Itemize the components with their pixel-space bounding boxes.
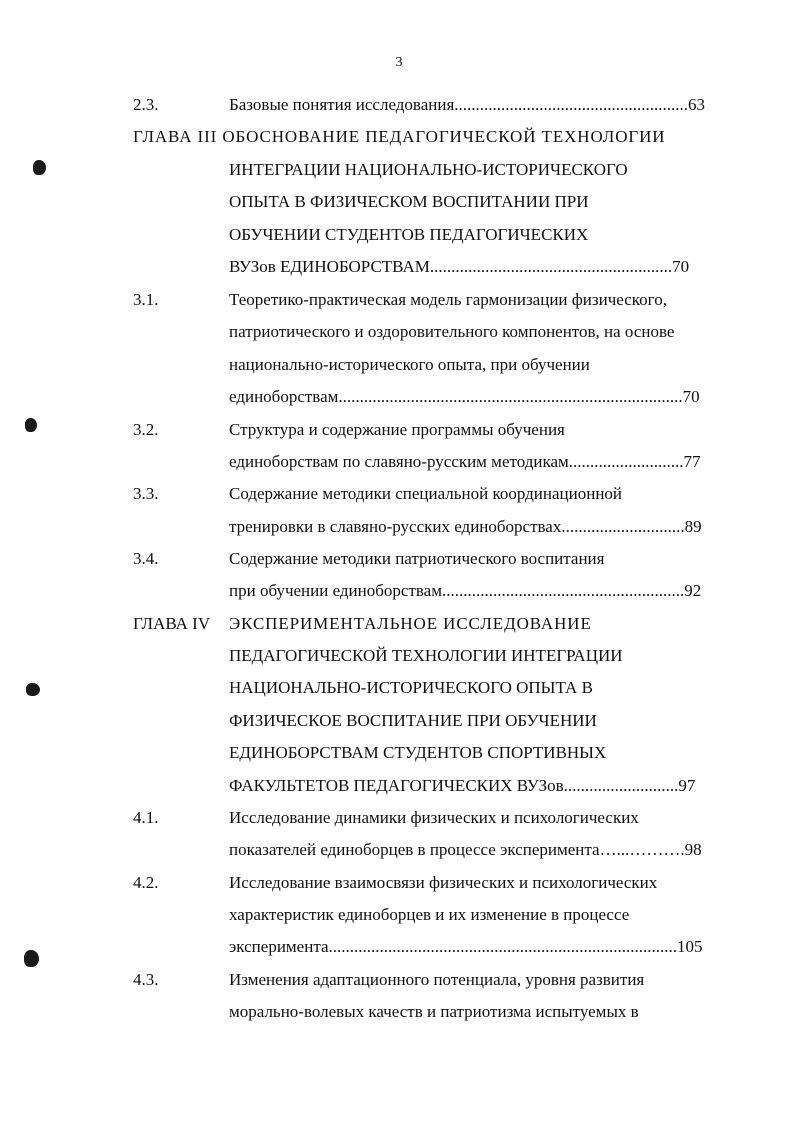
toc-entry: Исследование взаимосвязи физических и психологических: [229, 873, 658, 892]
toc-entry: единоборствам по славяно-русским методикам...........................77: [229, 452, 701, 471]
toc-number: 4.1.: [133, 808, 159, 827]
chapter-heading-line: ФИЗИЧЕСКОЕ ВОСПИТАНИЕ ПРИ ОБУЧЕНИИ: [229, 711, 597, 730]
scan-blot: [24, 950, 39, 967]
toc-entry: характеристик единоборцев и их изменение в процессе: [229, 905, 630, 924]
chapter-heading-line: ОПЫТА В ФИЗИЧЕСКОМ ВОСПИТАНИИ ПРИ: [229, 192, 589, 211]
toc-number: 4.2.: [133, 873, 159, 892]
toc-entry: Структура и содержание программы обучения: [229, 420, 565, 439]
toc-number: 3.2.: [133, 420, 159, 439]
scan-blot: [33, 160, 46, 175]
toc-entry: Содержание методики специальной координационной: [229, 484, 623, 503]
chapter-heading-line: ВУЗов ЕДИНОБОРСТВАМ.........................................................70: [229, 257, 690, 276]
toc-entry: национально-исторического опыта, при обучении: [229, 355, 590, 374]
toc-number: 2.3.: [133, 95, 159, 114]
chapter-heading-line: ЭКСПЕРИМЕНТАЛЬНОЕ ИССЛЕДОВАНИЕ: [229, 614, 592, 633]
toc-entry: патриотического и оздоровительного компонентов, на основе: [229, 322, 675, 341]
chapter-heading-line: ЕДИНОБОРСТВАМ СТУДЕНТОВ СПОРТИВНЫХ: [229, 743, 607, 762]
scan-blot: [26, 683, 40, 696]
chapter-heading-line: ПЕДАГОГИЧЕСКОЙ ТЕХНОЛОГИИ ИНТЕГРАЦИИ: [229, 646, 623, 665]
toc-entry: единоборствам.................................................................................70: [229, 387, 700, 406]
toc-entry: эксперимента..................................................................................105: [229, 937, 703, 956]
toc-entry: при обучении единоборствам.........................................................92: [229, 581, 702, 600]
toc-number: 3.4.: [133, 549, 159, 568]
toc-entry: морально-волевых качеств и патриотизма испытуемых в: [229, 1002, 639, 1021]
chapter-heading-line: ОБУЧЕНИИ СТУДЕНТОВ ПЕДАГОГИЧЕСКИХ: [229, 225, 589, 244]
chapter-heading-line: ФАКУЛЬТЕТОВ ПЕДАГОГИЧЕСКИХ ВУЗов...........................97: [229, 776, 696, 795]
scan-blot: [25, 418, 37, 432]
toc-entry: Исследование динамики физических и психологических: [229, 808, 639, 827]
chapter-heading-line: ИНТЕГРАЦИИ НАЦИОНАЛЬНО-ИСТОРИЧЕСКОГО: [229, 160, 628, 179]
toc-number: 3.3.: [133, 484, 159, 503]
toc-entry: Изменения адаптационного потенциала, уровня развития: [229, 970, 645, 989]
toc-entry: показателей единоборцев в процессе эксперимента…...……….98: [229, 840, 702, 859]
chapter-heading: ГЛАВА III ОБОСНОВАНИЕ ПЕДАГОГИЧЕСКОЙ ТЕХНОЛОГИИ: [133, 127, 666, 146]
chapter-heading: ГЛАВА IV: [133, 614, 211, 633]
toc-number: 3.1.: [133, 290, 159, 309]
toc-entry: тренировки в славяно-русских единоборствах.............................89: [229, 517, 702, 536]
toc-entry: Содержание методики патриотического воспитания: [229, 549, 605, 568]
page-number: 3: [395, 55, 403, 70]
toc-number: 4.3.: [133, 970, 159, 989]
toc-entry: Базовые понятия исследования.......................................................63: [229, 95, 706, 114]
chapter-heading-line: НАЦИОНАЛЬНО-ИСТОРИЧЕСКОГО ОПЫТА В: [229, 678, 593, 697]
toc-entry: Теоретико-практическая модель гармонизации физического,: [229, 290, 667, 309]
